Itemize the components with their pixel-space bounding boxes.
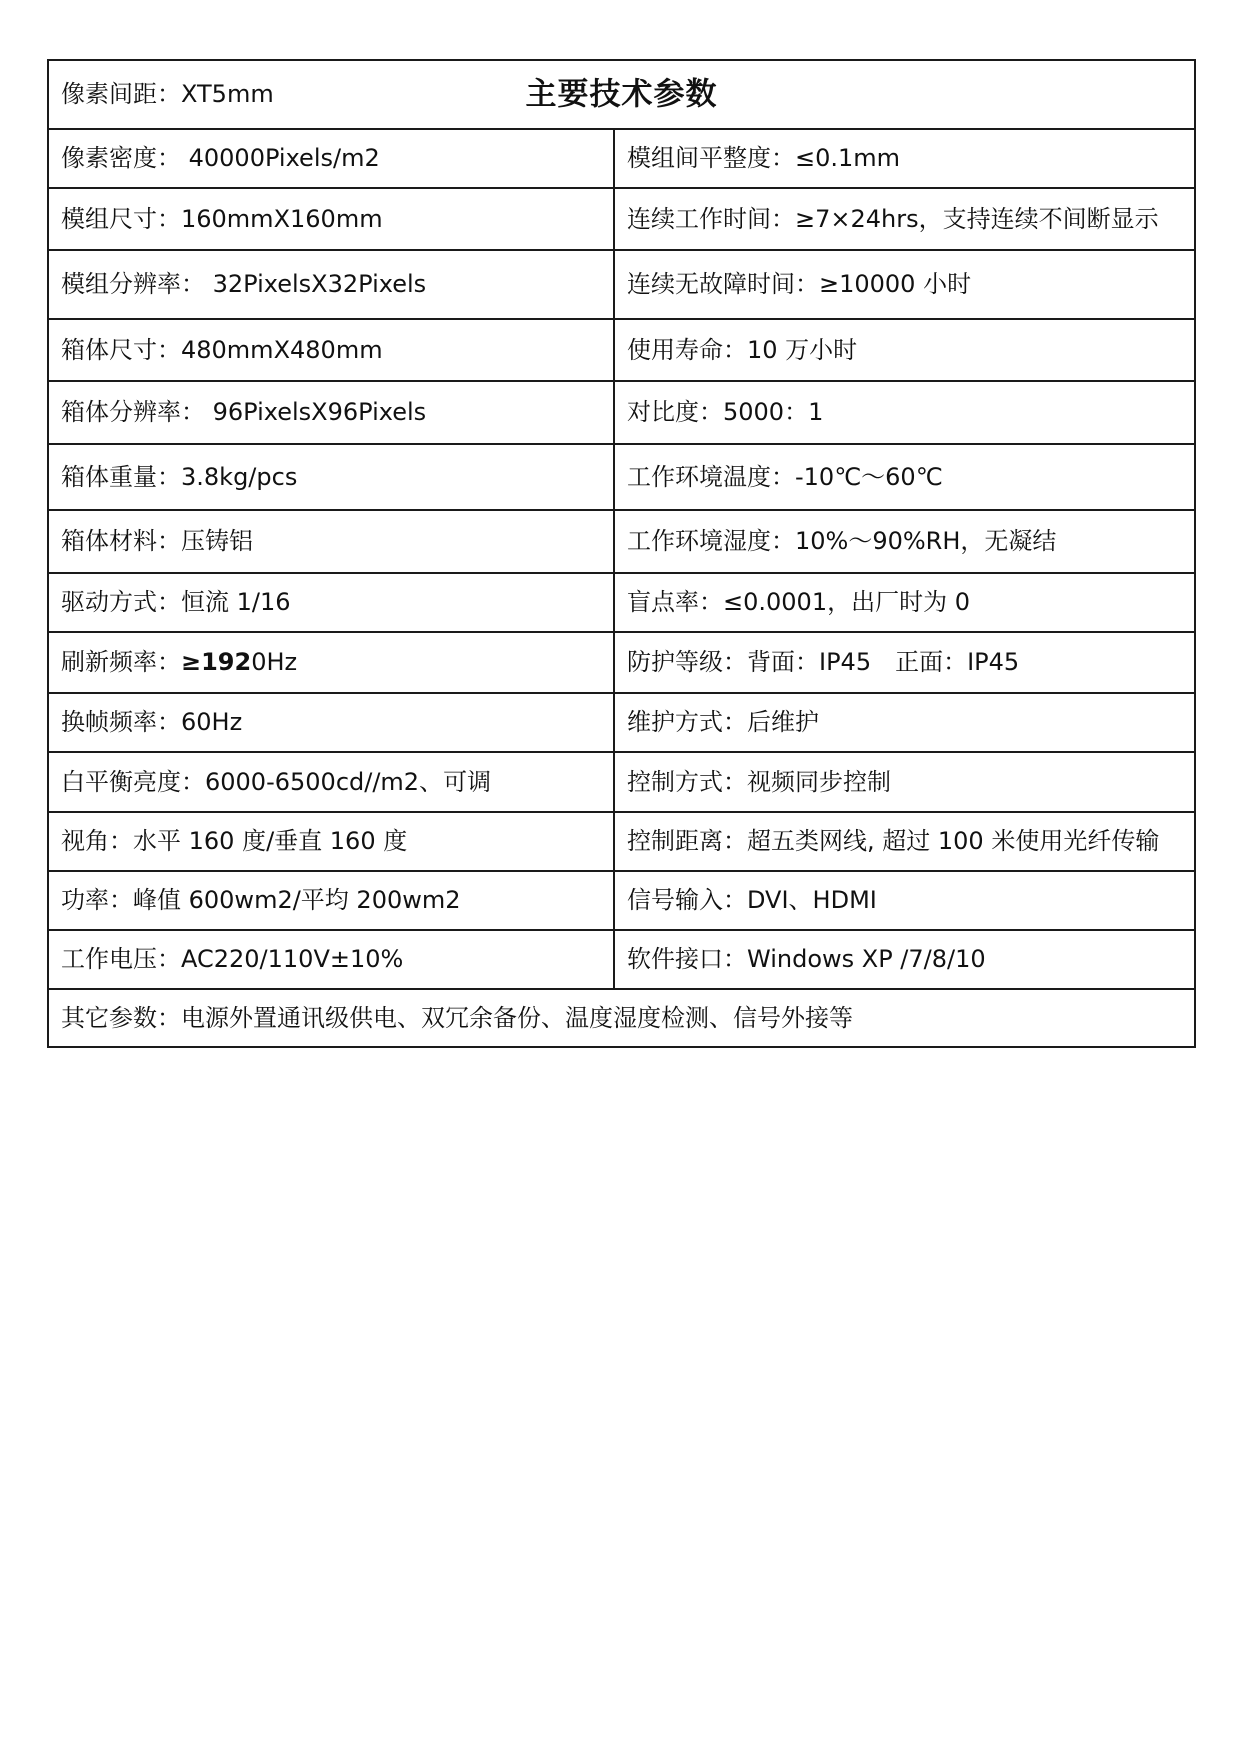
refresh-rate-unit: 0Hz: [251, 648, 298, 677]
spec-cell-left: 驱动方式：恒流 1/16: [48, 573, 614, 632]
spec-cell-right: 对比度：5000：1: [614, 381, 1195, 444]
spec-cell-left: [48, 632, 614, 693]
table-row: [48, 632, 1195, 693]
spec-cell-right: 工作环境温度：-10℃～60℃: [614, 444, 1195, 510]
spec-cell-left: 模组分辨率： 32PixelsX32Pixels: [48, 250, 614, 319]
table-row: [48, 573, 1195, 632]
spec-cell-left: 功率：峰值 600wm2/平均 200wm2: [48, 871, 614, 930]
spec-cell-left: 像素密度： 40000Pixels/m2: [48, 129, 614, 188]
spec-cell-right: 模组间平整度：≤0.1mm: [614, 129, 1195, 188]
spec-cell-right: 控制距离：超五类网线, 超过 100 米使用光纤传输: [614, 812, 1195, 871]
table-row: [48, 930, 1195, 989]
spec-cell-left: 箱体重量：3.8kg/pcs: [48, 444, 614, 510]
header-row: [48, 60, 1195, 129]
refresh-rate-value: ≥192: [181, 648, 252, 677]
spec-cell-right: 工作环境湿度：10%～90%RH，无凝结: [614, 510, 1195, 573]
doc-title: 主要技术参数: [525, 75, 718, 112]
table-row: [48, 812, 1195, 871]
spec-cell-left: 箱体分辨率： 96PixelsX96Pixels: [48, 381, 614, 444]
table-row: [48, 752, 1195, 812]
spec-cell-right: 信号输入：DVI、HDMI: [614, 871, 1195, 930]
spec-cell-right: 使用寿命：10 万小时: [614, 319, 1195, 381]
spec-cell-right: 软件接口：Windows XP /7/8/10: [614, 930, 1195, 989]
spec-cell-left: 箱体材料：压铸铝: [48, 510, 614, 573]
header-cell: [48, 60, 1195, 129]
table-row: [48, 188, 1195, 250]
spec-table: [47, 59, 1196, 1048]
spec-cell-left: 视角：水平 160 度/垂直 160 度: [48, 812, 614, 871]
table-row: [48, 444, 1195, 510]
table-row: [48, 871, 1195, 930]
other-params: 其它参数：电源外置通讯级供电、双冗余备份、温度湿度检测、信号外接等: [48, 989, 1195, 1047]
spec-cell-left: 白平衡亮度：6000-6500cd//m2、可调: [48, 752, 614, 812]
spec-cell-right: 连续无故障时间：≥10000 小时: [614, 250, 1195, 319]
table-row: [48, 250, 1195, 319]
table-row: [48, 319, 1195, 381]
spec-cell-left: 工作电压：AC220/110V±10%: [48, 930, 614, 989]
table-row: [48, 693, 1195, 752]
spec-cell-left: 模组尺寸：160mmX160mm: [48, 188, 614, 250]
spec-cell-left: 箱体尺寸：480mmX480mm: [48, 319, 614, 381]
spec-cell-right: 维护方式：后维护: [614, 693, 1195, 752]
table-row: [48, 510, 1195, 573]
refresh-rate-label: 刷新频率：: [61, 648, 181, 677]
pixel-pitch: 像素间距：XT5mm: [61, 80, 274, 109]
spec-cell-left: 换帧频率：60Hz: [48, 693, 614, 752]
footer-row: [48, 989, 1195, 1047]
spec-cell-right: 控制方式：视频同步控制: [614, 752, 1195, 812]
spec-cell-right: 防护等级：背面：IP45 正面：IP45: [614, 632, 1195, 693]
spec-cell-right: 盲点率：≤0.0001，出厂时为 0: [614, 573, 1195, 632]
table-row: [48, 129, 1195, 188]
table-row: [48, 381, 1195, 444]
spec-cell-right: 连续工作时间：≥7×24hrs，支持连续不间断显示: [614, 188, 1195, 250]
